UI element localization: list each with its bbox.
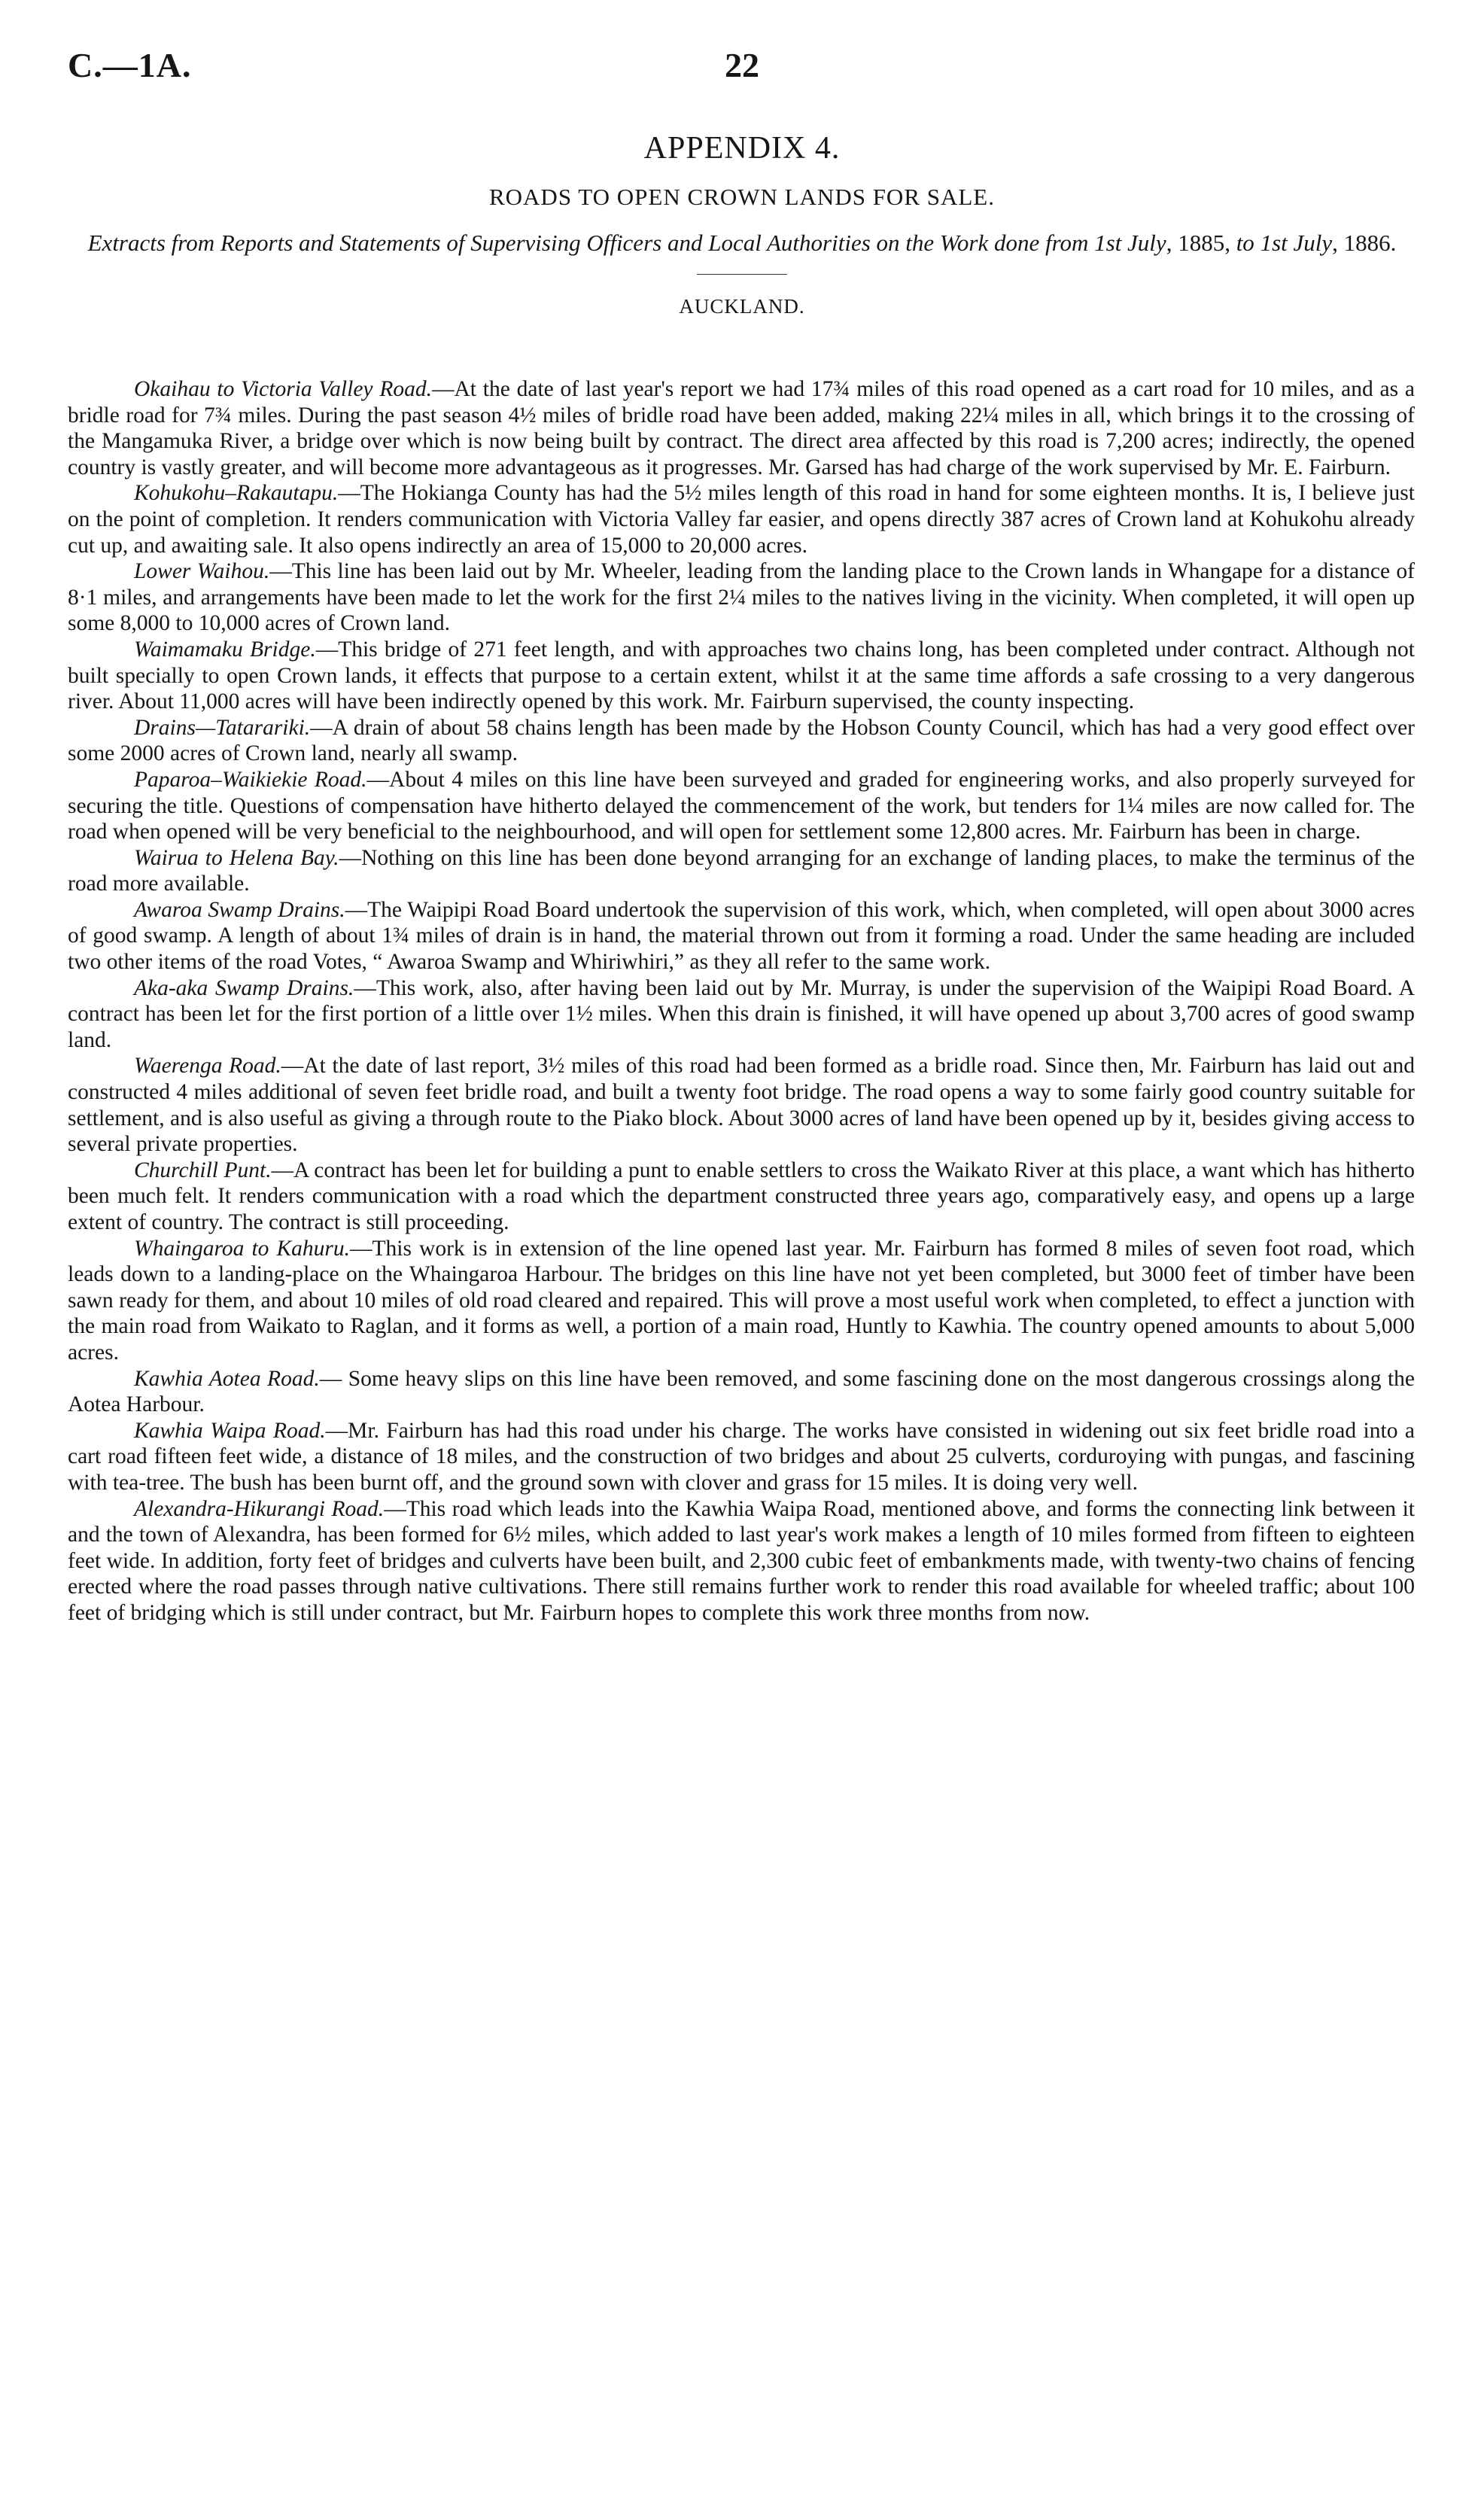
paragraph-lead: Churchill Punt. <box>134 1158 272 1182</box>
paragraph <box>68 1236 1415 1366</box>
title-block <box>68 126 1416 318</box>
paragraph <box>68 975 1415 1054</box>
paragraph-text: —A contract has been let for building a punt to enable settlers to cross the Waikato River at this place, a want which has hitherto been much felt. It renders communication with a road which the department constructed three years ago, comparatively easy, and opens up a large extent of country. The contract is still proceeding. <box>68 1158 1415 1234</box>
date-to: 1st July <box>1260 230 1333 256</box>
paragraph <box>68 1418 1415 1496</box>
paragraph-text: — Some heavy slips on this line have been removed, and some fascining done on the most dangerous crossings along the Aotea Harbour. <box>68 1366 1415 1417</box>
paragraph <box>68 1158 1415 1236</box>
to-word: to <box>1236 230 1260 256</box>
paragraph-text: —About 4 miles on this line have been surveyed and graded for engineering works, and also properly surveyed for securing the title. Questions of compensation have hitherto delayed the commencement of the work, but tenders for 1¼ miles are now called for. The road when opened will be very beneficial to the neighbourhood, and will open for settlement some 12,800 acres. Mr. Fairburn has been in charge. <box>68 767 1415 844</box>
paragraph <box>68 480 1415 558</box>
paragraph-text: —The Hokianga County has had the 5½ miles length of this road in hand for some eighteen months. It is, I believe just on the point of completion. It renders communication with Victoria Valley far easier, and opens directly 387 acres of Crown land at Kohukohu already cut up, and awaiting sale. It also opens indirectly an area of 15,000 to 20,000 acres. <box>68 481 1415 558</box>
paragraph <box>68 897 1415 975</box>
paragraph-lead: Okaihau to Victoria Valley Road. <box>134 377 432 401</box>
paragraph-lead: Kawhia Waipa Road. <box>134 1418 326 1443</box>
page-number: 22 <box>725 46 759 84</box>
paragraph-lead: Whaingaroa to Kahuru. <box>134 1236 351 1261</box>
section-heading: AUCKLAND. <box>679 295 805 318</box>
paragraph <box>68 376 1415 480</box>
appendix-heading: APPENDIX 4. <box>643 131 841 166</box>
paragraph-text: —This work, also, after having been laid out by Mr. Murray, is under the supervision of the Waipipi Road Board. A contract has been let for the first portion of a little over 1½ miles. When this drain is finished, it will have opened up about 3,700 acres of good swamp land. <box>68 975 1415 1052</box>
paragraph-text: —At the date of last year's report we had 17¾ miles of this road opened as a cart road for 10 miles, and as a bridle road for 7¾ miles. During the past season 4½ miles of bridle road have been added, making 22¼ miles in all, which brings it to the crossing of the Mangamuka River, a bridge over which is now being built by contract. The direct area affected by this road is 7,200 acres; indirectly, the opened country is vastly greater, and will become more advantageous as it progresses. Mr. Garsed has had charge of the work supervised by Mr. E. Fairburn. <box>68 377 1415 479</box>
paragraph-text: —A drain of about 58 chains length has been made by the Hobson County Council, which has had a very good effect over some 2000 acres of Crown land, nearly all swamp. <box>68 715 1415 766</box>
paragraph-lead: Aka-aka Swamp Drains. <box>134 975 354 1000</box>
paragraph-text: —This bridge of 271 feet length, and with approaches two chains long, has been completed under contract. Although not built specially to open Crown lands, it effects that purpose to a certain extent, whilst it at the same time affords a safe crossing to a very dangerous river. About 11,000 acres will have been indirectly opened by this work. Mr. Fairburn supervised, the county inspecting. <box>68 637 1415 714</box>
paragraph-text: —This road which leads into the Kawhia Waipa Road, mentioned above, and forms the connecting link between it and the town of Alexandra, has been formed for 6½ miles, which added to last year's work makes a length of 10 miles formed from fifteen to eighteen feet wide. In addition, forty feet of bridges and culverts have been built, and 2,300 cubic feet of embankments made, with twenty-two chains of fencing erected where the road passes through native cultivations. There still remains further work to render this road available for wheeled traffic; about 100 feet of bridging which is still under contract, but Mr. Fairburn hopes to complete this work three months from now. <box>68 1496 1415 1625</box>
extracts-caption <box>68 229 1416 257</box>
paragraph-lead: Waimamaku Bridge. <box>134 637 316 662</box>
paragraph-text: —The Waipipi Road Board undertook the supervision of this work, which, when completed, will open about 3000 acres of good swamp. A length of about 1¾ miles of drain is in hand, the material thrown out from it forming a road. Under the same heading are included two other items of the road Votes, “ Awaroa Swamp and Whiriwhiri,” as they all refer to the same work. <box>68 897 1415 975</box>
paragraph-lead: Wairua to Helena Bay. <box>134 845 339 870</box>
date-from: 1st July <box>1094 230 1166 256</box>
title-divider <box>697 274 787 275</box>
paragraph-lead: Kawhia Aotea Road. <box>134 1366 320 1391</box>
paragraph <box>68 558 1415 637</box>
paragraph <box>68 767 1415 845</box>
body-text <box>68 376 1415 1626</box>
paragraph <box>68 715 1415 767</box>
paragraph-lead: Awaroa Swamp Drains. <box>134 897 345 922</box>
paragraph-lead: Kohukohu–Rakautapu. <box>134 481 339 506</box>
paragraph-lead: Alexandra-Hikurangi Road. <box>134 1496 385 1521</box>
paragraph <box>68 1053 1415 1157</box>
paragraph <box>68 1496 1415 1626</box>
year-to: , 1886. <box>1332 230 1397 256</box>
paragraph <box>68 1366 1415 1418</box>
paragraph-text: —This line has been laid out by Mr. Wheeler, leading from the landing place to the Crown lands in Whangape for a distance of 8·1 miles, and arrangements have been made to let the work for the first 2¼ miles to the natives living in the vicinity. When completed, it will open up some 8,000 to 10,000 acres of Crown land. <box>68 559 1416 636</box>
document-reference: C.—1A. <box>68 46 192 84</box>
paragraph-lead: Lower Waihou. <box>134 559 270 584</box>
extracts-caption-text: Extracts from Reports and Statements of Supervising Officers and Local Authorities on the Work done from <box>87 230 1095 256</box>
paragraph-text: —Mr. Fairburn has had this road under his charge. The works have consisted in widening out six feet bridle road into a cart road fifteen feet wide, a distance of 18 miles, and the construction of two bridges and about 25 culverts, corduroying with pungas, and fascining with tea-tree. The bush has been burnt off, and the ground sown with clover and grass for 15 miles. It is doing very well. <box>68 1418 1415 1495</box>
paragraph-text: —Nothing on this line has been done beyond arranging for an exchange of landing places, to make the terminus of the road more available. <box>68 845 1415 896</box>
year-from: , 1885, <box>1166 230 1236 256</box>
paragraph-lead: Waerenga Road. <box>134 1054 281 1079</box>
paragraph-lead: Paparoa–Waikiekie Road. <box>134 767 367 792</box>
document-subtitle: ROADS TO OPEN CROWN LANDS FOR SALE. <box>488 184 995 210</box>
paragraph-text: —This work is in extension of the line opened last year. Mr. Fairburn has formed 8 miles of seven foot road, which leads down to a landing-place on the Whaingaroa Harbour. The bridges on this line have not yet been completed, but 3000 feet of timber have been sawn ready for them, and about 10 miles of old road cleared and repaired. This will prove a most useful work when completed, to effect a junction with the main road from Waikato to Raglan, and it forms as well, a portion of a main road, Huntly to Kawhia. The country opened amounts to about 5,000 acres. <box>68 1236 1415 1365</box>
paragraph-lead: Drains—Tatarariki. <box>134 715 311 740</box>
paragraph <box>68 637 1415 715</box>
paragraph <box>68 845 1415 897</box>
paragraph-text: —At the date of last report, 3½ miles of this road had been formed as a bridle road. Since then, Mr. Fairburn has laid out and constructed 4 miles additional of seven feet bridle road, and built a twenty foot bridge. The road opens a way to some fairly good country suitable for settlement, and is also useful as giving a through route to the Piako block. About 3000 acres of land have been opened up by it, besides giving access to several private properties. <box>68 1054 1415 1157</box>
